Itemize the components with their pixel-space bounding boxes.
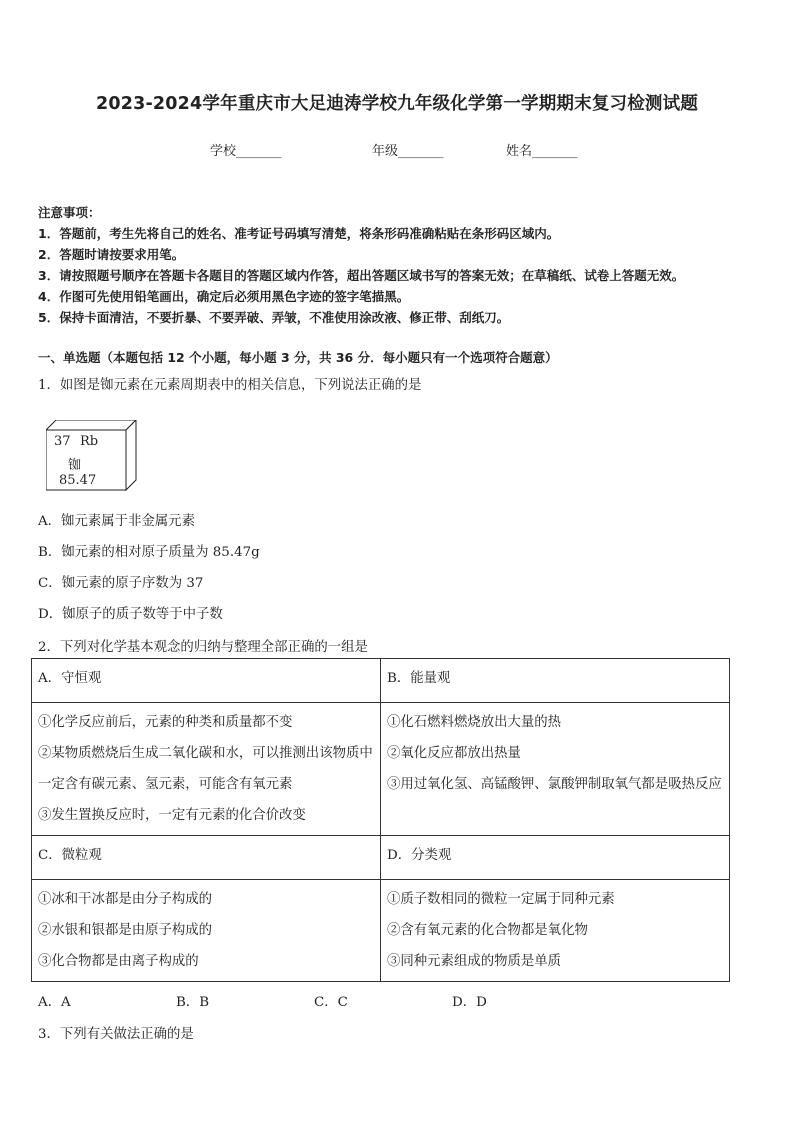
grade-field: 年级_______ (372, 144, 444, 159)
question-1-stem: 1．如图是铷元素在元素周期表中的相关信息，下列说法正确的是 (38, 378, 422, 393)
cell-a-line: ③发生置换反应时，一定有元素的化合价改变 (38, 808, 306, 823)
section-heading: 一、单选题（本题包括 12 个小题，每小题 3 分，共 36 分．每小题只有一个选项符合题意） (38, 350, 558, 365)
note-item: 3．请按照题号顺序在答题卡各题目的答题区域内作答，超出答题区域书写的答案无效；在草稿纸、试卷上答题无效。 (38, 268, 685, 283)
note-item: 4．作图可先使用铅笔画出，确定后必须用黑色字迹的签字笔描黑。 (38, 289, 410, 304)
cell-a-line: ②某物质燃烧后生成二氧化碳和水，可以推测出该物质中一定含有碳元素、氢元素，可能含有氧元素 (38, 746, 373, 792)
element-box (46, 420, 138, 510)
q2-option-d[interactable]: D．D (452, 995, 487, 1010)
cell-d-line: ③同种元素组成的物质是单质 (387, 954, 562, 969)
cell-d-body (381, 880, 730, 982)
cell-b-head: B．能量观 (381, 659, 730, 703)
element-name: 铷 (68, 458, 82, 473)
atomic-mass: 85.47 (59, 473, 97, 488)
cell-b-line: ③用过氧化氢、高锰酸钾、氯酸钾制取氧气都是吸热反应 (387, 777, 722, 792)
note-item: 2．答题时请按要求用笔。 (38, 247, 185, 262)
q1-option-d[interactable]: D．铷原子的质子数等于中子数 (38, 607, 223, 622)
cell-a-body (32, 703, 381, 836)
note-item: 1．答题前，考生先将自己的姓名、准考证号码填写清楚，将条形码准确粘贴在条形码区域内。 (38, 226, 560, 241)
cell-c-line: ③化合物都是由离子构成的 (38, 954, 199, 969)
q2-option-a[interactable]: A．A (38, 995, 71, 1010)
note-item: 5．保持卡面清洁，不要折暴、不要弄破、弄皱，不准使用涂改液、修正带、刮纸刀。 (38, 310, 510, 325)
page-title: 2023-2024学年重庆市大足迪涛学校九年级化学第一学期期末复习检测试题 (95, 94, 699, 114)
question-3-stem: 3．下列有关做法正确的是 (38, 1027, 194, 1042)
q1-option-a[interactable]: A．铷元素属于非金属元素 (38, 514, 195, 529)
cell-d-line: ①质子数相同的微粒一定属于同种元素 (387, 892, 615, 907)
cell-c-line: ①冰和干冰都是由分子构成的 (38, 892, 213, 907)
cell-b-line: ②氧化反应都放出热量 (387, 746, 521, 761)
q1-option-b[interactable]: B．铷元素的相对原子质量为 85.47g (38, 545, 260, 560)
school-field: 学校_______ (210, 144, 282, 159)
cell-a-line: ①化学反应前后，元素的种类和质量都不变 (38, 715, 293, 730)
notes-heading: 注意事项： (38, 205, 101, 220)
q2-option-c[interactable]: C．C (314, 995, 348, 1010)
name-field: 姓名_______ (506, 144, 578, 159)
question-2-stem: 2．下列对化学基本观念的归纳与整理全部正确的一组是 (38, 640, 368, 655)
cell-d-head: D．分类观 (381, 836, 730, 880)
cell-b-body (381, 703, 730, 836)
cell-b-line: ①化石燃料燃烧放出大量的热 (387, 715, 562, 730)
atomic-number: 37 (54, 434, 71, 449)
cell-d-line: ②含有氧元素的化合物都是氧化物 (387, 923, 588, 938)
element-symbol: Rb (80, 434, 99, 449)
q1-option-c[interactable]: C．铷元素的原子序数为 37 (38, 576, 204, 591)
cell-a-head: A．守恒观 (32, 659, 381, 703)
cell-c-body (32, 880, 381, 982)
q2-table (31, 658, 730, 982)
cell-c-head: C．微粒观 (32, 836, 381, 880)
q2-option-b[interactable]: B．B (176, 995, 210, 1010)
cell-c-line: ②水银和银都是由原子构成的 (38, 923, 213, 938)
